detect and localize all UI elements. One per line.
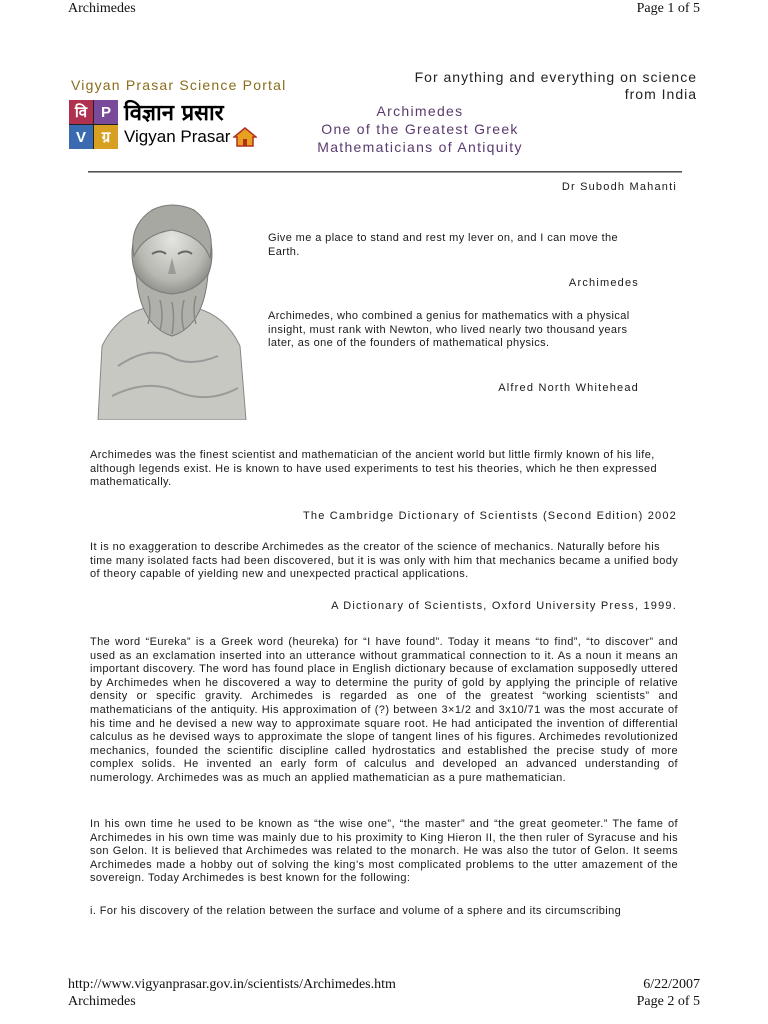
- tagline-line-2: from India: [624, 86, 697, 102]
- print-footer-url[interactable]: http://www.vigyanprasar.gov.in/scientists/Archimedes.htm: [68, 977, 396, 992]
- paragraph-eureka: The word “Eureka” is a Greek word (heureka) for “I have found”. Today it means “to find”, “to discover” and used as an exclamation inserted into an utterance without grammatical connection to it. As a noun it means an important discovery. The word has found place in English dictionary because of exclamation supposedly uttered by Archimedes when he discovered a way to determine the purity of gold by applying the principle of relative density or specific gravity. Archimedes is regarded as one of the greatest “working scientists” and mathematicians of the antiquity. His approximation of (?) between 3×1/2 and 3x10/71 was the most accurate of his time and he devised a new way to approximate square root. He had anticipated the invention of differential calculus as he devised ways to approximate the slope of tangent lines of his figures. Archimedes revolutionized mechanics, founded the scientific discipline called hydrostatics and established the precise study of more complex solids. He invented an early form of calculus and developed an advanced understanding of numerology. Archimedes was as much an applied mathematician as a pure mathematician.: [90, 636, 678, 784]
- logo-hindi-text: विज्ञान प्रसार: [124, 100, 224, 126]
- citation-2-source: A Dictionary of Scientists, Oxford University Press, 1999.: [331, 600, 677, 612]
- logo-letter: P: [94, 100, 118, 124]
- home-icon[interactable]: [233, 127, 257, 147]
- paragraph-own-time: In his own time he used to be known as “the wise one”, “the master” and “the great geometer.” The fame of Archimedes in his own time was mainly due to his proximity to King Hieron II, the then ruler of Syracuse and his son Gelon. It is believed that Archimedes was related to the monarch. He was also the tutor of Gelon. It seems Archimedes made a hobby out of solving the king’s most complicated problems to the utter amazement of the sovereign. Today Archimedes is best known for the following:: [90, 818, 678, 885]
- print-header-page: Page 1 of 5: [636, 1, 700, 16]
- portal-name[interactable]: Vigyan Prasar Science Portal: [71, 77, 287, 93]
- logo-letter: वि: [69, 100, 93, 124]
- title-line-1: Archimedes: [376, 103, 464, 119]
- tagline-line-1: For anything and everything on science: [414, 69, 697, 85]
- article-title: [282, 102, 558, 156]
- quote-2-text: Archimedes, who combined a genius for mathematics with a physical insight, must rank with Newton, who lived nearly two thousand years later, as one of the founders of mathematical physics.: [268, 310, 630, 350]
- quote-1-text: Give me a place to stand and rest my lever on, and I can move the Earth.: [268, 232, 619, 258]
- print-footer-page: Page 2 of 5: [636, 994, 700, 1009]
- quote-2-attribution: Alfred North Whitehead: [498, 382, 639, 394]
- portal-tagline: [357, 69, 697, 103]
- vigyan-prasar-logo[interactable]: [69, 100, 257, 149]
- logo-letter: ग्र: [94, 125, 118, 149]
- citation-1-source: The Cambridge Dictionary of Scientists (Second Edition) 2002: [302, 510, 677, 522]
- paragraph-discovery-list: i. For his discovery of the relation between the surface and volume of a sphere and its circumscribing: [90, 905, 622, 917]
- header-divider: [88, 171, 682, 173]
- author-name: Dr Subodh Mahanti: [561, 181, 677, 193]
- logo-english-text: Vigyan Prasar: [124, 126, 231, 146]
- citation-2-text: It is no exaggeration to describe Archimedes as the creator of the science of mechanics. Naturally before his time many isolated facts had been discovered, but it is was only with him that mechanics became a unified body of theory capable of yielding new and unexpected practical applications.: [90, 541, 679, 581]
- title-line-2: One of the Greatest Greek: [321, 121, 519, 137]
- print-footer-date: 6/22/2007: [643, 977, 700, 992]
- print-footer-title: Archimedes: [68, 994, 136, 1009]
- print-header-title: Archimedes: [68, 1, 136, 16]
- citation-1-text: Archimedes was the finest scientist and mathematician of the ancient world but little firmly known of his life, although legends exist. He is known to have used experiments to test his theories, which he then expressed mathematically.: [90, 449, 658, 489]
- logo-mark: [69, 100, 118, 149]
- archimedes-bust-image: [88, 196, 254, 420]
- logo-letter: V: [69, 125, 93, 149]
- quote-1-attribution: Archimedes: [568, 277, 639, 289]
- title-line-3: Mathematicians of Antiquity: [317, 139, 523, 155]
